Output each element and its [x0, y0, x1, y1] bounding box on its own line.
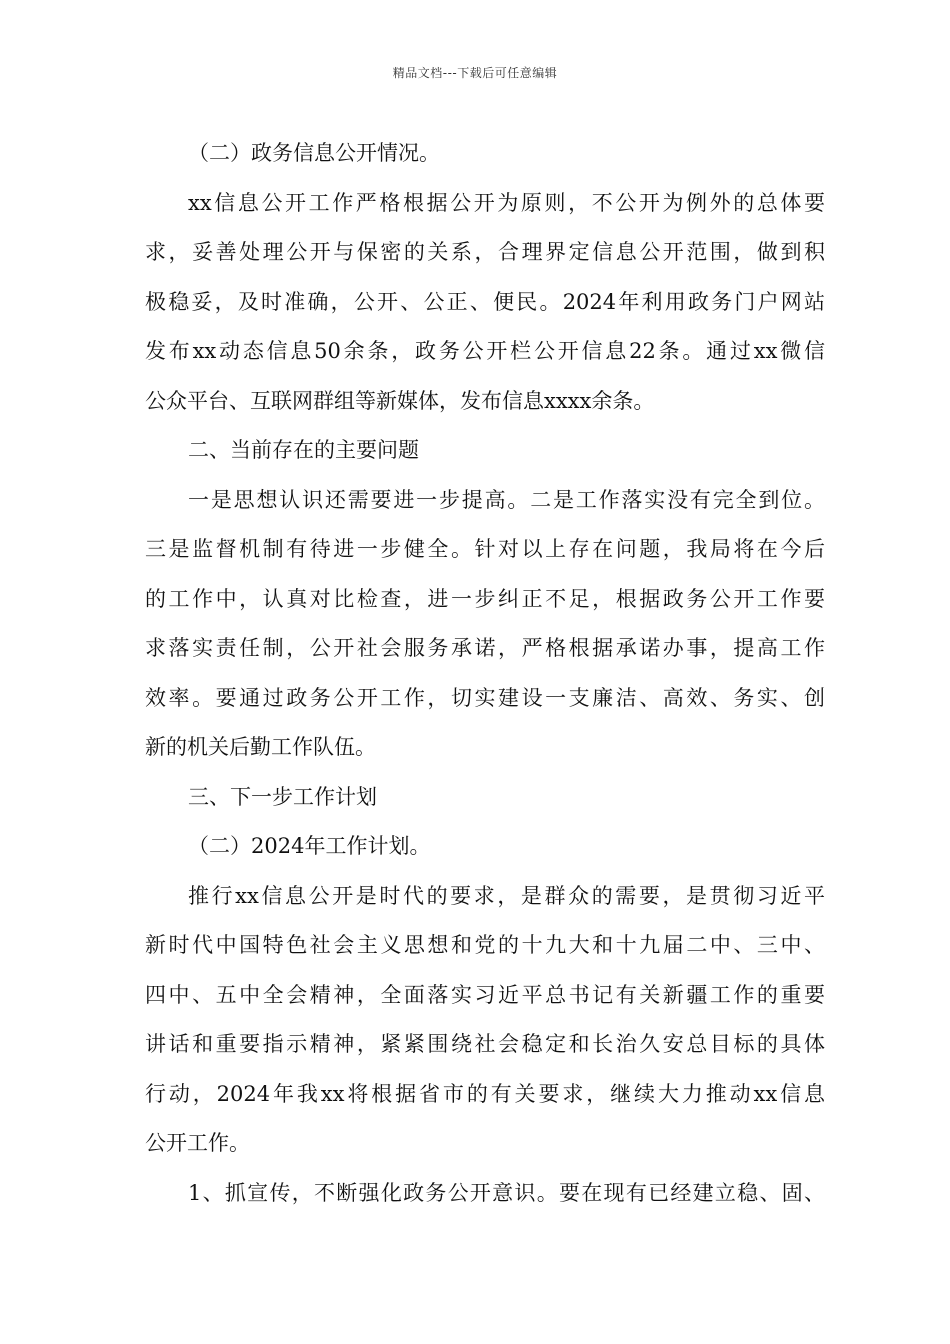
text-line: 1、抓宣传，不断强化政务公开意识。要在现有已经建立稳、固、 [188, 1180, 825, 1205]
text-line: （二）2024年工作计划。 [188, 834, 431, 858]
text-line: 三、下一步工作计划 [188, 784, 377, 809]
text-line: 二、当前存在的主要问题 [188, 438, 419, 462]
text-line: 一是思想认识还需要进一步提高。二是工作落实没有完全到位。 [188, 487, 825, 512]
text-line: 新时代中国特色社会主义思想和党的十九大和十九届二中、三中、 [145, 933, 825, 957]
text-line: xx信息公开工作严格根据公开为原则，不公开为例外的总体要 [188, 190, 825, 215]
text-line: （二）政务信息公开情况。 [188, 141, 440, 165]
text-line: 发布xx动态信息50余条，政务公开栏公开信息22条。通过xx微信 [145, 339, 825, 363]
page-header: 精品文档---下载后可任意编辑 [392, 66, 558, 80]
text-line: 讲话和重要指示精神，紧紧围绕社会稳定和长治久安总目标的具体 [145, 1032, 825, 1056]
text-line: 极稳妥，及时准确，公开、公正、便民。2024年利用政务门户网站 [145, 289, 825, 314]
text-line: 求，妥善处理公开与保密的关系，合理界定信息公开范围，做到积 [145, 240, 825, 264]
text-line: 四中、五中全会精神，全面落实习近平总书记有关新疆工作的重要 [145, 982, 825, 1007]
text-line: 公众平台、互联网群组等新媒体，发布信息xxxx余条。 [145, 388, 655, 413]
text-line: 求落实责任制，公开社会服务承诺，严格根据承诺办事，提高工作 [145, 636, 825, 660]
text-line: 效率。要通过政务公开工作，切实建设一支廉洁、高效、务实、创 [145, 685, 825, 710]
text-line: 新的机关后勤工作队伍。 [145, 735, 376, 759]
text-line: 公开工作。 [145, 1131, 250, 1155]
text-line: 的工作中，认真对比检查，进一步纠正不足，根据政务公开工作要 [145, 586, 825, 611]
document-body [145, 129, 825, 1218]
text-line: 三是监督机制有待进一步健全。针对以上存在问题，我局将在今后 [145, 537, 825, 561]
text-line: 行动，2024年我xx将根据省市的有关要求，继续大力推动xx信息 [145, 1081, 825, 1106]
text-line: 推行xx信息公开是时代的要求，是群众的需要，是贯彻习近平 [188, 883, 825, 908]
